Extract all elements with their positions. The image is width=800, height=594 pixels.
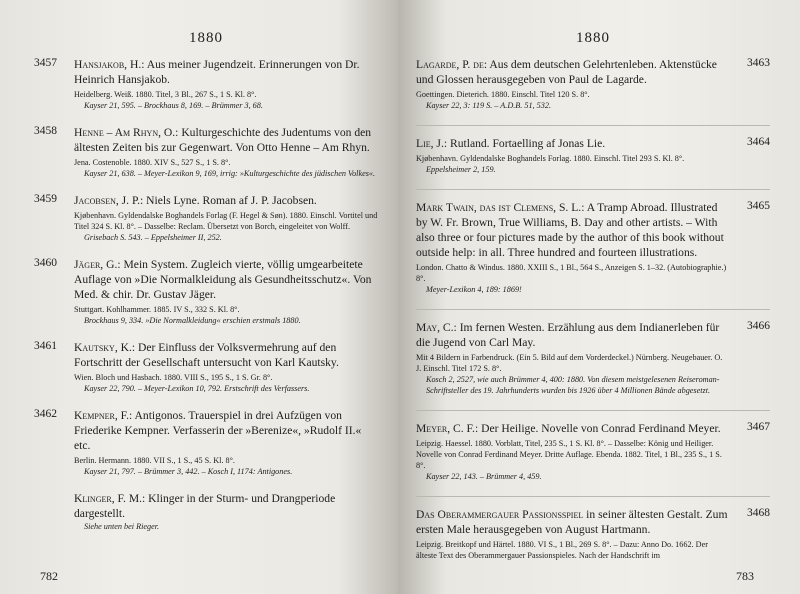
entry-references: Kayser 21, 638. – Meyer-Lexikon 9, 169, irrig: »Kulturgeschichte des jüdischen Volkes«.: [84, 169, 376, 178]
entry: [416, 136, 770, 175]
divider: [416, 189, 770, 190]
entry: [416, 200, 770, 295]
entry-author: Kautsky, K.:: [74, 341, 136, 354]
entry: [34, 491, 378, 532]
entry-references: Brockhaus 9, 334. »Die Normalkleidung« erschien erstmals 1880.: [84, 316, 301, 325]
entry: [34, 340, 378, 394]
entry-publication: Berlin. Hermann. 1880. VII S., 1 S., 45 S. Kl. 8°.: [74, 456, 235, 465]
entry-title: [416, 200, 728, 260]
entry-number: 3467: [747, 421, 770, 433]
entry-publication: Leipzig. Haessel. 1880. Vorblatt, Titel, 235 S., 1 S. Kl. 8°. – Dasselbe: König und Heiliger. Novelle von Conrad Ferdinand Meyer. Dritte Auflage. Ebenda. 1882. Titel, 1 Bl., 235 S., 1 S. 8°.: [416, 439, 722, 470]
entry-references: Kayser 22, 3: 119 S. – A.D.B. 51, 532.: [426, 101, 552, 110]
entry-title: [416, 57, 728, 87]
entry-title: [74, 257, 378, 302]
entry-publication: Leipzig. Breitkopf und Härtel. 1880. VI S., 1 Bl., 269 S. 8°. – Dazu: Anno Do. 1662. Der älteste Text des Oberammergauer Passionspieles. Nach der Handschrift im: [416, 540, 708, 560]
entry-references: Kayser 21, 797. – Brümmer 3, 442. – Kosch I, 1174: Antigones.: [84, 467, 293, 476]
entry-publication: Mit 4 Bildern in Farbendruck. (Ein 5. Bild auf dem Vorderdeckel.) Nürnberg. Neugebauer. O. J. Einschl. Titel 172 S. 8°.: [416, 353, 723, 373]
left-page: [0, 0, 398, 594]
entry-title-text: Rutland. Fortaelling af Jonas Lie.: [449, 137, 606, 150]
entry-title-text: Mein System. Zugleich vierte, völlig umgearbeitete Auflage von »Die Normalkleidung als Gesundheitsschutz«. Von Med. & chir. Dr. Gustav Jäger.: [74, 258, 372, 301]
entry-references: Grisebach S. 543. – Eppelsheimer II, 252.: [84, 233, 222, 242]
entry-references: Meyer-Lexikon 4, 189: 1869!: [426, 285, 522, 294]
entry: [34, 57, 378, 111]
entry-title-text: Aus dem deutschen Gelehrtenleben. Aktenstücke und Glossen herausgegeben von Paul de Lagarde.: [416, 58, 717, 86]
entry-title-text: Im fernen Westen. Erzählung aus dem Indianerleben für die Jugend von Carl May.: [416, 321, 720, 349]
entry-title-text: in seiner ältesten Gestalt. Zum ersten Male herausgegeben von August Hartmann.: [416, 508, 728, 536]
entry-author: Jacobsen, J. P.:: [74, 194, 144, 207]
entry: [416, 57, 770, 111]
entry-author: Lagarde, P. de:: [416, 58, 488, 71]
entry-number: 3462: [34, 408, 57, 420]
entry: [34, 125, 378, 179]
entry: [34, 193, 378, 243]
entry-author: Kempner, F.:: [74, 409, 133, 422]
entry-number: 3459: [34, 193, 57, 205]
entry-number: 3457: [34, 57, 57, 69]
entry-publication: Heidelberg. Weiß. 1880. Titel, 3 Bl., 267 S., 1 S. Kl. 8°.: [74, 90, 257, 99]
entry-author: Jäger, G.:: [74, 258, 121, 271]
entry-title: [416, 507, 728, 537]
page-header-year: 1880: [576, 30, 610, 46]
entry-publication: Stuttgart. Kohlhammer. 1885. IV S., 332 S. Kl. 8°.: [74, 305, 240, 314]
entry: [416, 320, 770, 396]
entry-number: 3464: [747, 136, 770, 148]
entry-publication: Wien. Bloch und Hasbach. 1880. VIII S., 195 S., 1 S. Gr. 8°.: [74, 373, 273, 382]
entry-title-text: Aus meiner Jugendzeit. Erinnerungen von Dr. Heinrich Hansjakob.: [74, 58, 360, 86]
entry-title: [74, 408, 378, 453]
entry-references: Kayser 22, 143. – Brümmer 4, 459.: [426, 472, 542, 481]
entry-author: Henne – Am Rhyn, O.:: [74, 126, 179, 139]
entry-title-text: Klinger in der Sturm- und Drangperiode dargestellt.: [74, 492, 336, 520]
entry-publication: London. Chatto & Windus. 1880. XXIII S., 1 Bl., 564 S., Anzeigen S. 1–32. (Autobiographie.) 8°.: [416, 263, 727, 283]
entry: [416, 421, 770, 482]
entry-title: [74, 491, 378, 521]
entry-author: Hansjakob, H.:: [74, 58, 145, 71]
divider: [416, 125, 770, 126]
entry-publication: Kjøbenhavn. Gyldendalske Boghandels Forlag. 1880. Einschl. Titel 293 S. Kl. 8°.: [416, 154, 685, 163]
entry-title-text: Der Heilige. Novelle von Conrad Ferdinand Meyer.: [481, 422, 721, 435]
entry-number: 3460: [34, 257, 57, 269]
entry-title: [74, 125, 378, 155]
entry-author: May, C.:: [416, 321, 457, 334]
entry-publication: Goettingen. Dieterich. 1880. Einschl. Titel 120 S. 8°.: [416, 90, 590, 99]
entry-title-text: A Tramp Abroad. Illustrated by W. Fr. Brown, True Williams, B. Day and other artists. – With also three or four pictures made by the author of this book without outside help: in all. Three hundred and fourteen illustrations.: [416, 201, 724, 259]
entry-number: 3463: [747, 57, 770, 69]
entry-title-text: Antigonos. Trauerspiel in drei Aufzügen von Friederike Kempner. Verfasserin der »Berenize«, »Rudolf II.« etc.: [74, 409, 362, 452]
entry-author: Lie, J.:: [416, 137, 448, 150]
entry: [416, 507, 770, 561]
entry-number: 3465: [747, 200, 770, 212]
page-number: 783: [736, 569, 754, 583]
entry-number: 3458: [34, 125, 57, 137]
page-header-year: 1880: [189, 30, 223, 46]
entry-author: Meyer, C. F.:: [416, 422, 479, 435]
entry: [34, 257, 378, 326]
entry-title: [416, 320, 728, 350]
entry-author: Das Oberammergauer Passionsspiel: [416, 508, 584, 521]
entry-title: [416, 421, 728, 436]
entry-references: Siehe unten bei Rieger.: [84, 522, 160, 531]
entry-publication: Kjøbenhavn. Gyldendalske Boghandels Forlag (F. Hegel & Søn). 1880. Einschl. Vortitel und Titel 324 S. Kl. 8°. – Dasselbe: Reclam. Übersetzt von Borch, eingeleitet von Wolff.: [74, 211, 378, 231]
entry: [34, 408, 378, 477]
divider: [416, 410, 770, 411]
right-page: [398, 0, 800, 594]
entry-references: Kayser 21, 595. – Brockhaus 8, 169. – Brümmer 3, 68.: [84, 101, 263, 110]
entry-title: [74, 193, 378, 208]
page-number: 782: [40, 569, 58, 583]
entry-number: 3466: [747, 320, 770, 332]
entry-number: 3461: [34, 340, 57, 352]
entry-title-text: Der Einfluss der Volksvermehrung auf den Fortschritt der Gesellschaft untersucht von Karl Kautsky.: [74, 341, 339, 369]
entry-title-text: Niels Lyne. Roman af J. P. Jacobsen.: [146, 194, 317, 207]
entry-author: Mark Twain, das ist Clemens, S. L.:: [416, 201, 585, 214]
entry-references: Eppelsheimer 2, 159.: [426, 165, 496, 174]
entry-title: [74, 57, 378, 87]
entry-title: [74, 340, 378, 370]
entry-author: Klinger, F. M.:: [74, 492, 146, 505]
entry-title-text: Kulturgeschichte des Judentums von den ältesten Zeiten bis zur Gegenwart. Von Otto Henne – Am Rhyn.: [74, 126, 372, 154]
divider: [416, 309, 770, 310]
entry-references: Kayser 22, 790. – Meyer-Lexikon 10, 792. Erstschrift des Verfassers.: [84, 384, 310, 393]
entry-number: 3468: [747, 507, 770, 519]
entry-references: Kosch 2, 2527, wie auch Brümmer 4, 400: 1880. Von diesem meistgelesenen Reiseroman-Schriftsteller des 19. Jahrhunderts wurden bis 1926 über 4 Millionen Bände abgesetzt.: [426, 375, 720, 395]
entry-publication: Jena. Costenoble. 1880. XIV S., 527 S., 1 S. 8°.: [74, 158, 231, 167]
divider: [416, 496, 770, 497]
entry-title: [416, 136, 728, 151]
